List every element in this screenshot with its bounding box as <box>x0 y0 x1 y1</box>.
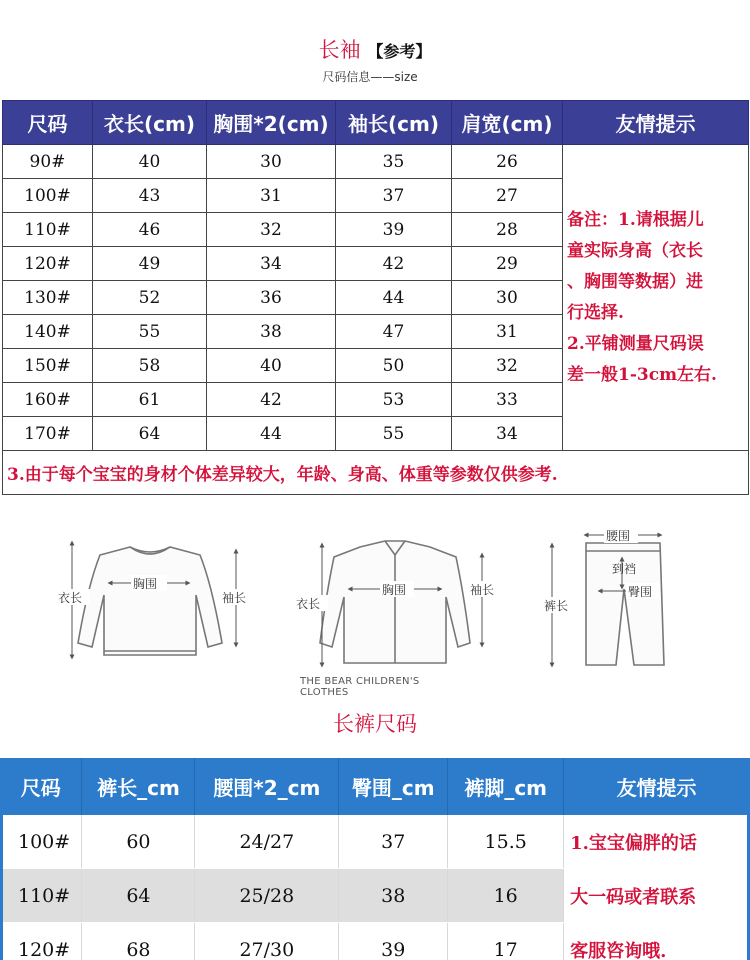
cell-length: 40 <box>93 145 207 179</box>
note-line: 行选择. <box>567 302 624 323</box>
brand-caption: THE BEAR CHILDREN'S CLOTHES <box>300 676 420 698</box>
cell-chest: 40 <box>207 349 336 383</box>
pants-hip-label: 臀围 <box>628 585 653 599</box>
header-shoulder: 肩宽(cm) <box>452 101 563 145</box>
header-hip: 臀围_cm <box>339 758 448 815</box>
cell-chest: 42 <box>207 383 336 417</box>
shirt-length-label: 衣长 <box>296 597 321 611</box>
cell-sleeve: 37 <box>336 179 452 213</box>
cell-shoulder: 31 <box>452 315 563 349</box>
table-row <box>0 869 750 923</box>
cell-sleeve: 39 <box>336 213 452 247</box>
table-row <box>3 145 749 179</box>
header-sleeve: 袖长(cm) <box>336 101 452 145</box>
cell-shoulder: 29 <box>452 247 563 281</box>
cell-size: 130# <box>3 281 93 315</box>
cell-length: 52 <box>93 281 207 315</box>
table-row <box>0 815 750 869</box>
footer-note: 3.由于每个宝宝的身材个体差异较大，年龄、身高、体重等参数仅供参考. <box>3 451 749 495</box>
cell-chest: 31 <box>207 179 336 213</box>
cell-size: 100# <box>3 179 93 213</box>
cell-chest: 44 <box>207 417 336 451</box>
pants-section-title: 长裤尺码 <box>333 712 417 736</box>
cell-size: 120# <box>0 923 82 960</box>
cell-sleeve: 50 <box>336 349 452 383</box>
cell-length: 55 <box>93 315 207 349</box>
cell-sleeve: 42 <box>336 247 452 281</box>
shirt-size-table <box>2 100 749 495</box>
table-header-row <box>3 101 749 145</box>
cell-hem: 16 <box>448 869 564 923</box>
sweater-chest-label: 胸围 <box>133 577 158 591</box>
cell-shoulder: 30 <box>452 281 563 315</box>
title-ref: 【参考】 <box>367 42 432 61</box>
pants-rise-label: 到裆 <box>612 562 637 576</box>
shirt-chest-label: 胸围 <box>382 583 407 597</box>
subtitle: 尺码信息——size <box>322 70 418 84</box>
cell-size: 140# <box>3 315 93 349</box>
cell-waist: 24/27 <box>195 815 339 869</box>
cell-pants-length: 64 <box>82 869 195 923</box>
header-tips: 友情提示 <box>564 758 750 815</box>
cell-hem: 17 <box>448 923 564 960</box>
cell-length: 58 <box>93 349 207 383</box>
cell-size: 160# <box>3 383 93 417</box>
cell-size: 150# <box>3 349 93 383</box>
cell-shoulder: 32 <box>452 349 563 383</box>
cell-waist: 27/30 <box>195 923 339 960</box>
table-row <box>0 923 750 960</box>
cell-size: 90# <box>3 145 93 179</box>
cell-chest: 38 <box>207 315 336 349</box>
cell-size: 110# <box>3 213 93 247</box>
cell-length: 46 <box>93 213 207 247</box>
measurement-illustrations <box>0 525 750 695</box>
cell-sleeve: 44 <box>336 281 452 315</box>
header-length: 衣长(cm) <box>93 101 207 145</box>
note-line: 备注：1.请根据儿 <box>567 209 704 230</box>
sweater-icon <box>78 547 222 655</box>
cell-shoulder: 28 <box>452 213 563 247</box>
header-hem: 裤脚_cm <box>448 758 564 815</box>
cell-hip: 37 <box>339 815 448 869</box>
shirt-sleeve-label: 袖长 <box>470 583 495 597</box>
cell-length: 43 <box>93 179 207 213</box>
size-note <box>563 145 749 451</box>
pants-table-wrapper <box>0 758 750 960</box>
title-main: 长袖 <box>318 38 361 62</box>
header-pants-length: 裤长_cm <box>82 758 195 815</box>
shirt-section-title <box>0 34 750 64</box>
cell-size: 110# <box>0 869 82 923</box>
note-line: 2.平铺测量尺码误 <box>567 333 704 354</box>
cell-length: 49 <box>93 247 207 281</box>
cell-waist: 25/28 <box>195 869 339 923</box>
note-line: 差一般1-3cm左右. <box>567 364 717 385</box>
cell-shoulder: 26 <box>452 145 563 179</box>
header-size: 尺码 <box>0 758 82 815</box>
cell-hip: 38 <box>339 869 448 923</box>
sweater-sleeve-label: 袖长 <box>222 591 247 605</box>
cell-sleeve: 55 <box>336 417 452 451</box>
pants-size-table <box>0 758 750 960</box>
cell-chest: 34 <box>207 247 336 281</box>
header-tips: 友情提示 <box>563 101 749 145</box>
sweater-length-label: 衣长 <box>58 591 83 605</box>
note-line: 童实际身高（衣长 <box>567 240 703 261</box>
shirt-icon <box>320 541 470 663</box>
header-chest: 胸围*2(cm) <box>207 101 336 145</box>
cell-pants-length: 60 <box>82 815 195 869</box>
cell-shoulder: 27 <box>452 179 563 213</box>
table-footer-row <box>3 451 749 495</box>
cell-size: 120# <box>3 247 93 281</box>
cell-sleeve: 47 <box>336 315 452 349</box>
cell-pants-length: 68 <box>82 923 195 960</box>
cell-shoulder: 33 <box>452 383 563 417</box>
header-waist: 腰围*2_cm <box>195 758 339 815</box>
pants-waist-label: 腰围 <box>606 529 631 543</box>
cell-length: 64 <box>93 417 207 451</box>
cell-chest: 30 <box>207 145 336 179</box>
pants-length-label: 裤长 <box>544 599 569 613</box>
cell-size: 170# <box>3 417 93 451</box>
cell-size: 100# <box>0 815 82 869</box>
cell-length: 61 <box>93 383 207 417</box>
cell-hem: 15.5 <box>448 815 564 869</box>
header-size: 尺码 <box>3 101 93 145</box>
cell-tip: 1.宝宝偏胖的话 <box>564 815 750 869</box>
table-header-row <box>0 758 750 815</box>
cell-hip: 39 <box>339 923 448 960</box>
cell-shoulder: 34 <box>452 417 563 451</box>
cell-sleeve: 35 <box>336 145 452 179</box>
cell-sleeve: 53 <box>336 383 452 417</box>
cell-tip: 客服咨询哦. <box>564 923 750 960</box>
cell-chest: 32 <box>207 213 336 247</box>
cell-tip: 大一码或者联系 <box>564 869 750 923</box>
note-line: 、胸围等数据）进 <box>567 271 703 292</box>
garment-diagrams <box>0 525 750 695</box>
cell-chest: 36 <box>207 281 336 315</box>
